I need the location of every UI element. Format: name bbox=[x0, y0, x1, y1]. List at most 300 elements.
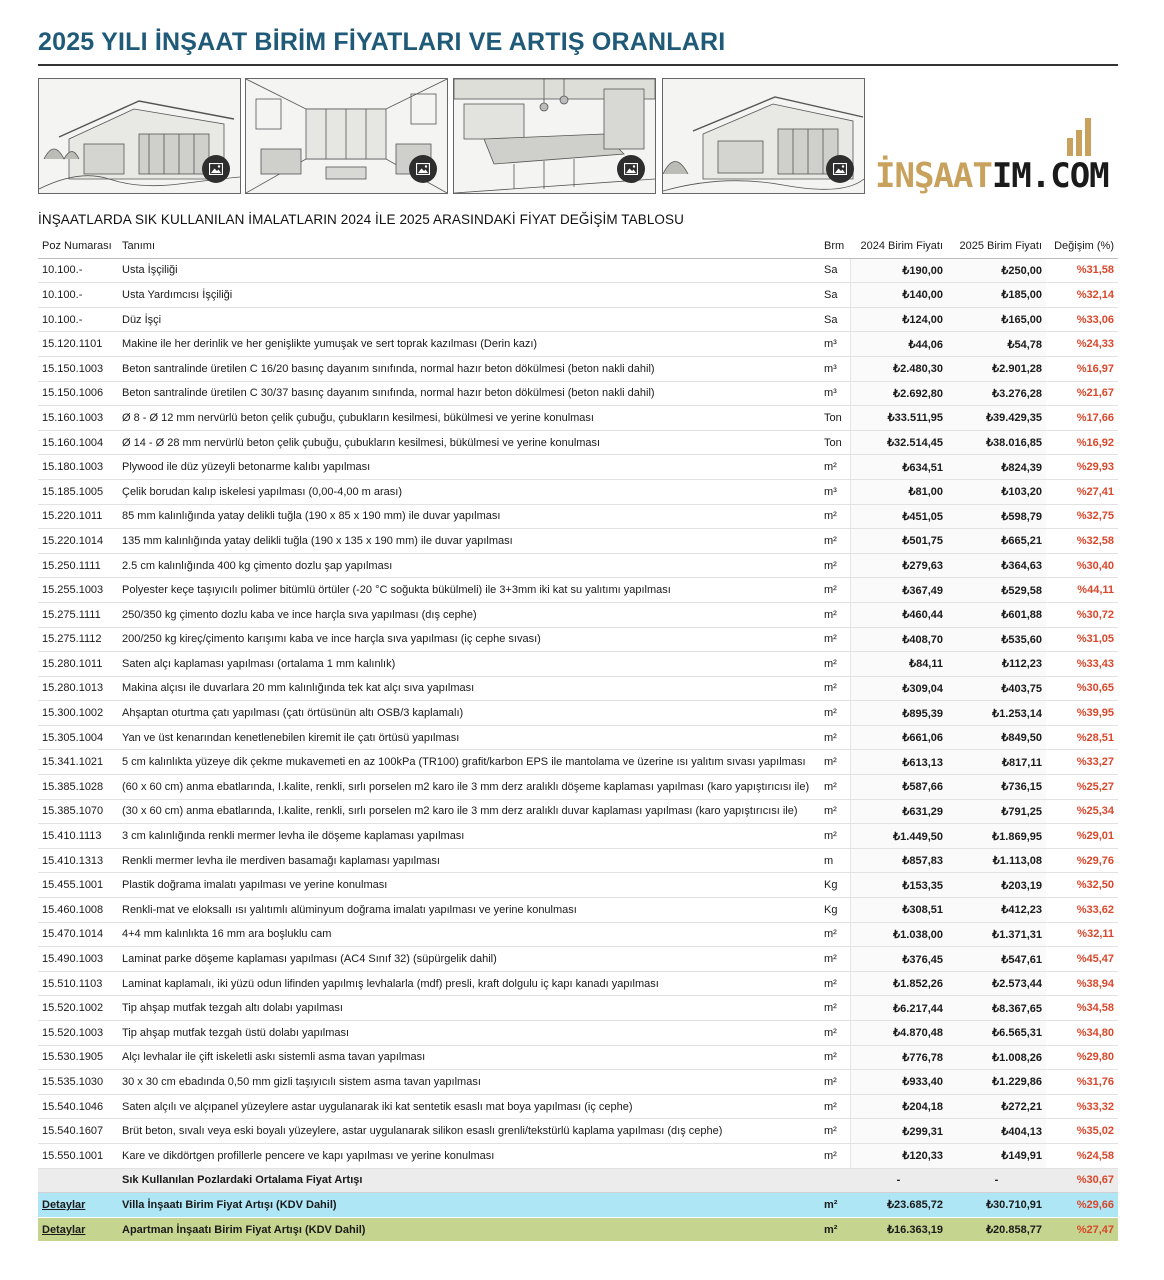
table-row bbox=[38, 627, 1118, 652]
row-poz: 15.280.1013 bbox=[38, 676, 118, 701]
row-brm: m² bbox=[820, 1094, 850, 1119]
header-tanim: Tanımı bbox=[118, 234, 820, 258]
bar-chart-logo-icon bbox=[1067, 118, 1097, 156]
row-change-pct: %16,92 bbox=[1046, 430, 1118, 455]
row-tanim: Usta İşçiliği bbox=[118, 258, 820, 283]
table-row bbox=[38, 381, 1118, 406]
row-price-2025: ₺824,39 bbox=[947, 455, 1046, 480]
row-tanim: 3 cm kalınlığında renkli mermer levha ile döşeme kaplaması yapılması bbox=[118, 824, 820, 849]
row-tanim: Düz İşçi bbox=[118, 307, 820, 332]
row-brm: m³ bbox=[820, 356, 850, 381]
row-price-2025: ₺1.008,26 bbox=[947, 1045, 1046, 1070]
row-price-2025: ₺364,63 bbox=[947, 553, 1046, 578]
row-change-pct: %27,41 bbox=[1046, 479, 1118, 504]
row-tanim: Makina alçısı ile duvarlara 20 mm kalınlığında tek kat alçı sıva yapılması bbox=[118, 676, 820, 701]
row-change-pct: %29,01 bbox=[1046, 824, 1118, 849]
row-tanim: Plastik doğrama imalatı yapılması ve yerine konulması bbox=[118, 873, 820, 898]
row-change-pct: %35,02 bbox=[1046, 1119, 1118, 1144]
row-price-2025: ₺601,88 bbox=[947, 602, 1046, 627]
row-change-pct: %33,06 bbox=[1046, 307, 1118, 332]
row-price-2024: ₺857,83 bbox=[850, 848, 947, 873]
row-change-pct: %32,11 bbox=[1046, 922, 1118, 947]
row-brm: Kg bbox=[820, 873, 850, 898]
row-poz: 15.385.1070 bbox=[38, 799, 118, 824]
row-brm: m³ bbox=[820, 332, 850, 357]
row-price-2025: ₺149,91 bbox=[947, 1143, 1046, 1168]
row-price-2024: ₺408,70 bbox=[850, 627, 947, 652]
row-price-2024: ₺279,63 bbox=[850, 553, 947, 578]
table-row bbox=[38, 1021, 1118, 1046]
villa-exterior-sketch[interactable] bbox=[662, 78, 865, 194]
row-tanim: Laminat kaplamalı, iki yüzü odun lifinden yapılmış levhalarla (mdf) presli, kraft dolgulu iç kapı kanadı yapılması bbox=[118, 971, 820, 996]
villa-details-cell bbox=[38, 1193, 118, 1218]
row-tanim: Ø 8 - Ø 12 mm nervürlü beton çelik çubuğu, çubukların kesilmesi, bükülmesi ve yerine konulması bbox=[118, 406, 820, 431]
row-poz: 15.410.1313 bbox=[38, 848, 118, 873]
row-change-pct: %33,43 bbox=[1046, 652, 1118, 677]
row-poz: 15.150.1003 bbox=[38, 356, 118, 381]
row-price-2024: ₺33.511,95 bbox=[850, 406, 947, 431]
row-price-2025: ₺203,19 bbox=[947, 873, 1046, 898]
table-row bbox=[38, 947, 1118, 972]
table-row bbox=[38, 283, 1118, 308]
villa-label: Villa İnşaatı Birim Fiyat Artışı (KDV Dahil) bbox=[118, 1193, 820, 1218]
row-price-2025: ₺412,23 bbox=[947, 898, 1046, 923]
table-row bbox=[38, 479, 1118, 504]
row-poz: 15.341.1021 bbox=[38, 750, 118, 775]
row-change-pct: %24,33 bbox=[1046, 332, 1118, 357]
site-logo[interactable] bbox=[875, 118, 1120, 196]
header-2025: 2025 Birim Fiyatı bbox=[947, 234, 1046, 258]
row-price-2024: ₺2.692,80 bbox=[850, 381, 947, 406]
row-price-2024: ₺634,51 bbox=[850, 455, 947, 480]
villa-row bbox=[38, 1193, 1118, 1218]
row-price-2025: ₺2.573,44 bbox=[947, 971, 1046, 996]
row-tanim: Usta Yardımcısı İşçiliği bbox=[118, 283, 820, 308]
row-change-pct: %28,51 bbox=[1046, 725, 1118, 750]
table-row bbox=[38, 602, 1118, 627]
kitchen-sketch[interactable] bbox=[453, 78, 656, 194]
row-poz: 15.180.1003 bbox=[38, 455, 118, 480]
row-tanim: Ø 14 - Ø 28 mm nervürlü beton çelik çubuğu, çubukların kesilmesi, bükülmesi ve yerine konulması bbox=[118, 430, 820, 455]
row-change-pct: %32,14 bbox=[1046, 283, 1118, 308]
row-brm: m² bbox=[820, 1070, 850, 1095]
header-poz: Poz Numarası bbox=[38, 234, 118, 258]
row-price-2024: ₺376,45 bbox=[850, 947, 947, 972]
row-tanim: Saten alçılı ve alçıpanel yüzeylere astar uygulanarak iki kat sentetik esaslı mat boya yapılması (iç cephe) bbox=[118, 1094, 820, 1119]
logo-text bbox=[875, 156, 1109, 196]
row-price-2024: ₺451,05 bbox=[850, 504, 947, 529]
row-brm: m² bbox=[820, 1143, 850, 1168]
average-row bbox=[38, 1168, 1118, 1193]
row-brm: m² bbox=[820, 775, 850, 800]
row-price-2024: ₺204,18 bbox=[850, 1094, 947, 1119]
row-price-2024: ₺299,31 bbox=[850, 1119, 947, 1144]
row-price-2025: ₺185,00 bbox=[947, 283, 1046, 308]
row-tanim: (30 x 60 cm) anma ebatlarında, I.kalite, renkli, sırlı porselen m2 karo ile 3 mm derz aralıklı duvar kaplaması yapılması (karo yapıştırıcısı ile) bbox=[118, 799, 820, 824]
row-price-2025: ₺1.371,31 bbox=[947, 922, 1046, 947]
row-tanim: Renkli mermer levha ile merdiven basamağı kaplaması yapılması bbox=[118, 848, 820, 873]
row-price-2025: ₺1.229,86 bbox=[947, 1070, 1046, 1095]
row-poz: 10.100.- bbox=[38, 258, 118, 283]
row-poz: 15.305.1004 bbox=[38, 725, 118, 750]
row-tanim: 250/350 kg çimento dozlu kaba ve ince harçla sıva yapılması (dış cephe) bbox=[118, 602, 820, 627]
row-change-pct: %29,93 bbox=[1046, 455, 1118, 480]
row-price-2025: ₺535,60 bbox=[947, 627, 1046, 652]
image-icon bbox=[202, 155, 230, 183]
villa-2024: ₺23.685,72 bbox=[850, 1193, 947, 1218]
villa-2025: ₺30.710,91 bbox=[947, 1193, 1046, 1218]
row-price-2024: ₺895,39 bbox=[850, 701, 947, 726]
row-tanim: Tip ahşap mutfak tezgah üstü dolabı yapılması bbox=[118, 1021, 820, 1046]
table-row bbox=[38, 356, 1118, 381]
row-brm: Kg bbox=[820, 898, 850, 923]
apartment-brm: m² bbox=[820, 1217, 850, 1241]
row-brm: m² bbox=[820, 971, 850, 996]
row-brm: m² bbox=[820, 1119, 850, 1144]
row-brm: Sa bbox=[820, 283, 850, 308]
row-change-pct: %16,97 bbox=[1046, 356, 1118, 381]
row-brm: Sa bbox=[820, 258, 850, 283]
row-price-2025: ₺103,20 bbox=[947, 479, 1046, 504]
average-label: Sık Kullanılan Pozlardaki Ortalama Fiyat Artışı bbox=[118, 1168, 820, 1193]
row-brm: m² bbox=[820, 701, 850, 726]
row-poz: 15.540.1046 bbox=[38, 1094, 118, 1119]
row-price-2025: ₺272,21 bbox=[947, 1094, 1046, 1119]
row-change-pct: %32,75 bbox=[1046, 504, 1118, 529]
row-poz: 15.160.1004 bbox=[38, 430, 118, 455]
table-row bbox=[38, 529, 1118, 554]
row-price-2025: ₺791,25 bbox=[947, 799, 1046, 824]
row-change-pct: %34,80 bbox=[1046, 1021, 1118, 1046]
row-tanim: Yan ve üst kenarından kenetlenebilen kiremit ile çatı örtüsü yapılması bbox=[118, 725, 820, 750]
row-brm: m² bbox=[820, 799, 850, 824]
image-icon bbox=[409, 155, 437, 183]
row-price-2025: ₺736,15 bbox=[947, 775, 1046, 800]
row-poz: 15.470.1014 bbox=[38, 922, 118, 947]
row-poz: 15.280.1011 bbox=[38, 652, 118, 677]
row-price-2024: ₺776,78 bbox=[850, 1045, 947, 1070]
table-row bbox=[38, 553, 1118, 578]
row-poz: 15.160.1003 bbox=[38, 406, 118, 431]
row-price-2024: ₺124,00 bbox=[850, 307, 947, 332]
table-row bbox=[38, 504, 1118, 529]
row-poz: 15.530.1905 bbox=[38, 1045, 118, 1070]
house-exterior-sketch[interactable] bbox=[38, 78, 241, 194]
row-price-2024: ₺2.480,30 bbox=[850, 356, 947, 381]
apartment-details-link[interactable]: Detaylar bbox=[42, 1223, 86, 1236]
row-poz: 15.275.1112 bbox=[38, 627, 118, 652]
row-price-2025: ₺38.016,85 bbox=[947, 430, 1046, 455]
row-brm: m³ bbox=[820, 381, 850, 406]
row-tanim: Beton santralinde üretilen C 30/37 basınç dayanım sınıfında, normal hazır beton dökülmesi (beton nakli dahil) bbox=[118, 381, 820, 406]
row-brm: m² bbox=[820, 455, 850, 480]
row-price-2024: ₺661,06 bbox=[850, 725, 947, 750]
row-brm: m² bbox=[820, 996, 850, 1021]
row-brm: m² bbox=[820, 602, 850, 627]
row-price-2024: ₺140,00 bbox=[850, 283, 947, 308]
row-change-pct: %31,76 bbox=[1046, 1070, 1118, 1095]
row-poz: 15.550.1001 bbox=[38, 1143, 118, 1168]
row-change-pct: %32,58 bbox=[1046, 529, 1118, 554]
image-icon bbox=[617, 155, 645, 183]
row-price-2025: ₺112,23 bbox=[947, 652, 1046, 677]
price-table bbox=[38, 234, 1118, 1241]
row-price-2025: ₺817,11 bbox=[947, 750, 1046, 775]
row-poz: 15.250.1111 bbox=[38, 553, 118, 578]
row-price-2025: ₺547,61 bbox=[947, 947, 1046, 972]
row-tanim: Beton santralinde üretilen C 16/20 basınç dayanım sınıfında, normal hazır beton dökülmesi (beton nakli dahil) bbox=[118, 356, 820, 381]
row-price-2024: ₺6.217,44 bbox=[850, 996, 947, 1021]
row-price-2025: ₺403,75 bbox=[947, 676, 1046, 701]
table-row bbox=[38, 701, 1118, 726]
logo-text-gold: İNŞAAT bbox=[875, 156, 992, 196]
row-price-2025: ₺54,78 bbox=[947, 332, 1046, 357]
row-tanim: 135 mm kalınlığında yatay delikli tuğla (190 x 135 x 190 mm) ile duvar yapılması bbox=[118, 529, 820, 554]
row-change-pct: %33,32 bbox=[1046, 1094, 1118, 1119]
row-price-2025: ₺404,13 bbox=[947, 1119, 1046, 1144]
row-poz: 15.520.1003 bbox=[38, 1021, 118, 1046]
villa-details-link[interactable]: Detaylar bbox=[42, 1198, 86, 1211]
table-row bbox=[38, 455, 1118, 480]
row-poz: 15.510.1103 bbox=[38, 971, 118, 996]
row-poz: 15.535.1030 bbox=[38, 1070, 118, 1095]
row-change-pct: %31,58 bbox=[1046, 258, 1118, 283]
row-price-2025: ₺1.113,08 bbox=[947, 848, 1046, 873]
row-change-pct: %38,94 bbox=[1046, 971, 1118, 996]
table-subtitle: İNŞAATLARDA SIK KULLANILAN İMALATLARIN 2024 İLE 2025 ARASINDAKİ FİYAT DEĞİŞİM TABLOSU bbox=[38, 212, 684, 227]
row-price-2025: ₺165,00 bbox=[947, 307, 1046, 332]
row-price-2024: ₺587,66 bbox=[850, 775, 947, 800]
row-tanim: Laminat parke döşeme kaplaması yapılması (AC4 Sınıf 32) (süpürgelik dahil) bbox=[118, 947, 820, 972]
table-row bbox=[38, 1070, 1118, 1095]
row-price-2024: ₺367,49 bbox=[850, 578, 947, 603]
villa-brm: m² bbox=[820, 1193, 850, 1218]
row-price-2025: ₺598,79 bbox=[947, 504, 1046, 529]
table-row bbox=[38, 799, 1118, 824]
row-brm: Ton bbox=[820, 406, 850, 431]
row-price-2024: ₺933,40 bbox=[850, 1070, 947, 1095]
row-brm: m² bbox=[820, 725, 850, 750]
table-row bbox=[38, 1119, 1118, 1144]
row-brm: m² bbox=[820, 553, 850, 578]
row-tanim: 85 mm kalınlığında yatay delikli tuğla (190 x 85 x 190 mm) ile duvar yapılması bbox=[118, 504, 820, 529]
row-change-pct: %33,27 bbox=[1046, 750, 1118, 775]
row-brm: m bbox=[820, 848, 850, 873]
table-row bbox=[38, 971, 1118, 996]
table-row bbox=[38, 922, 1118, 947]
row-price-2025: ₺1.253,14 bbox=[947, 701, 1046, 726]
row-price-2024: ₺190,00 bbox=[850, 258, 947, 283]
row-price-2025: ₺665,21 bbox=[947, 529, 1046, 554]
row-price-2024: ₺308,51 bbox=[850, 898, 947, 923]
row-tanim: 4+4 mm kalınlıkta 16 mm ara boşluklu cam bbox=[118, 922, 820, 947]
title-divider bbox=[38, 64, 1118, 66]
row-poz: 15.300.1002 bbox=[38, 701, 118, 726]
row-price-2024: ₺120,33 bbox=[850, 1143, 947, 1168]
row-price-2025: ₺529,58 bbox=[947, 578, 1046, 603]
row-change-pct: %32,50 bbox=[1046, 873, 1118, 898]
row-tanim: Kare ve dikdörtgen profillerle pencere ve kapı yapılması ve yerine konulması bbox=[118, 1143, 820, 1168]
row-brm: m² bbox=[820, 504, 850, 529]
image-icon bbox=[826, 155, 854, 183]
row-change-pct: %24,58 bbox=[1046, 1143, 1118, 1168]
row-poz: 15.455.1001 bbox=[38, 873, 118, 898]
row-price-2025: ₺8.367,65 bbox=[947, 996, 1046, 1021]
row-change-pct: %39,95 bbox=[1046, 701, 1118, 726]
row-poz: 15.150.1006 bbox=[38, 381, 118, 406]
row-change-pct: %33,62 bbox=[1046, 898, 1118, 923]
row-poz: 15.185.1005 bbox=[38, 479, 118, 504]
header-2024: 2024 Birim Fiyatı bbox=[850, 234, 947, 258]
row-brm: m² bbox=[820, 1021, 850, 1046]
row-change-pct: %30,72 bbox=[1046, 602, 1118, 627]
row-brm: m³ bbox=[820, 479, 850, 504]
row-change-pct: %21,67 bbox=[1046, 381, 1118, 406]
row-tanim: 200/250 kg kireç/çimento karışımı kaba ve ince harçla sıva yapılması (iç cephe sıvası) bbox=[118, 627, 820, 652]
row-poz: 15.220.1011 bbox=[38, 504, 118, 529]
row-change-pct: %29,76 bbox=[1046, 848, 1118, 873]
row-price-2024: ₺84,11 bbox=[850, 652, 947, 677]
row-poz: 15.410.1113 bbox=[38, 824, 118, 849]
row-brm: m² bbox=[820, 578, 850, 603]
row-price-2025: ₺1.869,95 bbox=[947, 824, 1046, 849]
average-2024: - bbox=[850, 1168, 947, 1193]
apartment-label: Apartman İnşaatı Birim Fiyat Artışı (KDV Dahil) bbox=[118, 1217, 820, 1241]
row-tanim: Saten alçı kaplaması yapılması (ortalama 1 mm kalınlık) bbox=[118, 652, 820, 677]
row-poz: 15.385.1028 bbox=[38, 775, 118, 800]
row-change-pct: %17,66 bbox=[1046, 406, 1118, 431]
table-row bbox=[38, 725, 1118, 750]
row-price-2025: ₺2.901,28 bbox=[947, 356, 1046, 381]
row-brm: m² bbox=[820, 1045, 850, 1070]
living-room-sketch[interactable] bbox=[245, 78, 448, 194]
row-price-2024: ₺1.449,50 bbox=[850, 824, 947, 849]
row-price-2024: ₺4.870,48 bbox=[850, 1021, 947, 1046]
average-2025: - bbox=[947, 1168, 1046, 1193]
row-poz: 15.490.1003 bbox=[38, 947, 118, 972]
table-header-row bbox=[38, 234, 1118, 258]
table-row bbox=[38, 898, 1118, 923]
row-change-pct: %45,47 bbox=[1046, 947, 1118, 972]
row-brm: m² bbox=[820, 676, 850, 701]
apartment-2025: ₺20.858,77 bbox=[947, 1217, 1046, 1241]
table-row bbox=[38, 775, 1118, 800]
average-empty bbox=[38, 1168, 118, 1193]
row-poz: 15.220.1014 bbox=[38, 529, 118, 554]
row-price-2024: ₺460,44 bbox=[850, 602, 947, 627]
row-tanim: Brüt beton, sıvalı veya eski boyalı yüzeylere, astar uygulanarak silikon esaslı grenli/tekstürlü kaplama yapılması (dış cephe) bbox=[118, 1119, 820, 1144]
row-brm: Ton bbox=[820, 430, 850, 455]
row-poz: 15.275.1111 bbox=[38, 602, 118, 627]
row-tanim: Ahşaptan oturtma çatı yapılması (çatı örtüsünün altı OSB/3 kaplamalı) bbox=[118, 701, 820, 726]
table-row bbox=[38, 1094, 1118, 1119]
table-row bbox=[38, 430, 1118, 455]
header-degisim: Değişim (%) bbox=[1046, 234, 1118, 258]
row-poz: 10.100.- bbox=[38, 283, 118, 308]
row-price-2024: ₺81,00 bbox=[850, 479, 947, 504]
villa-pct: %29,66 bbox=[1046, 1193, 1118, 1218]
table-row bbox=[38, 578, 1118, 603]
row-price-2024: ₺1.038,00 bbox=[850, 922, 947, 947]
row-price-2024: ₺631,29 bbox=[850, 799, 947, 824]
row-price-2024: ₺1.852,26 bbox=[850, 971, 947, 996]
row-tanim: Polyester keçe taşıyıcılı polimer bitümlü örtüler (-20 °C soğukta bükülmeli) ile 3+3mm iki kat su yalıtımı yapılması bbox=[118, 578, 820, 603]
row-tanim: (60 x 60 cm) anma ebatlarında, I.kalite, renkli, sırlı porselen m2 karo ile 3 mm derz aralıklı döşeme kaplaması yapılması (karo yapıştırıcısı ile) bbox=[118, 775, 820, 800]
table-row bbox=[38, 750, 1118, 775]
row-price-2024: ₺153,35 bbox=[850, 873, 947, 898]
table-row bbox=[38, 258, 1118, 283]
row-price-2025: ₺250,00 bbox=[947, 258, 1046, 283]
row-brm: m² bbox=[820, 529, 850, 554]
row-price-2025: ₺6.565,31 bbox=[947, 1021, 1046, 1046]
row-price-2025: ₺3.276,28 bbox=[947, 381, 1046, 406]
average-brm bbox=[820, 1168, 850, 1193]
row-tanim: 30 x 30 cm ebadında 0,50 mm gizli taşıyıcılı sistem asma tavan yapılması bbox=[118, 1070, 820, 1095]
row-change-pct: %34,58 bbox=[1046, 996, 1118, 1021]
row-poz: 15.460.1008 bbox=[38, 898, 118, 923]
row-change-pct: %30,65 bbox=[1046, 676, 1118, 701]
logo-text-dark: IM.COM bbox=[991, 156, 1109, 196]
table-row bbox=[38, 824, 1118, 849]
table-row bbox=[38, 1045, 1118, 1070]
row-poz: 15.520.1002 bbox=[38, 996, 118, 1021]
row-change-pct: %25,27 bbox=[1046, 775, 1118, 800]
table-row bbox=[38, 332, 1118, 357]
row-brm: m² bbox=[820, 947, 850, 972]
table-row bbox=[38, 676, 1118, 701]
row-poz: 15.540.1607 bbox=[38, 1119, 118, 1144]
row-brm: m² bbox=[820, 922, 850, 947]
row-price-2025: ₺849,50 bbox=[947, 725, 1046, 750]
row-brm: m² bbox=[820, 750, 850, 775]
row-brm: m² bbox=[820, 652, 850, 677]
table-row bbox=[38, 848, 1118, 873]
row-brm: Sa bbox=[820, 307, 850, 332]
row-tanim: Makine ile her derinlik ve her genişlikte yumuşak ve sert toprak kazılması (Derin kazı) bbox=[118, 332, 820, 357]
row-price-2025: ₺39.429,35 bbox=[947, 406, 1046, 431]
row-price-2024: ₺309,04 bbox=[850, 676, 947, 701]
row-tanim: Çelik borudan kalıp iskelesi yapılması (0,00-4,00 m arası) bbox=[118, 479, 820, 504]
table-row bbox=[38, 307, 1118, 332]
row-tanim: Alçı levhalar ile çift iskeletli askı sistemli asma tavan yapılması bbox=[118, 1045, 820, 1070]
header-brm: Brm bbox=[820, 234, 850, 258]
table-row bbox=[38, 406, 1118, 431]
row-poz: 15.120.1101 bbox=[38, 332, 118, 357]
row-change-pct: %31,05 bbox=[1046, 627, 1118, 652]
row-poz: 15.255.1003 bbox=[38, 578, 118, 603]
row-tanim: 2.5 cm kalınlığında 400 kg çimento dozlu şap yapılması bbox=[118, 553, 820, 578]
apartment-pct: %27,47 bbox=[1046, 1217, 1118, 1241]
table-row bbox=[38, 873, 1118, 898]
row-price-2024: ₺501,75 bbox=[850, 529, 947, 554]
row-change-pct: %25,34 bbox=[1046, 799, 1118, 824]
row-change-pct: %44,11 bbox=[1046, 578, 1118, 603]
row-price-2024: ₺32.514,45 bbox=[850, 430, 947, 455]
row-tanim: Tip ahşap mutfak tezgah altı dolabı yapılması bbox=[118, 996, 820, 1021]
table-row bbox=[38, 1143, 1118, 1168]
table-row bbox=[38, 652, 1118, 677]
row-price-2024: ₺44,06 bbox=[850, 332, 947, 357]
average-pct: %30,67 bbox=[1046, 1168, 1118, 1193]
apartment-2024: ₺16.363,19 bbox=[850, 1217, 947, 1241]
row-brm: m² bbox=[820, 627, 850, 652]
row-tanim: Renkli-mat ve eloksallı ısı yalıtımlı alüminyum doğrama imalatı yapılması ve yerine konulması bbox=[118, 898, 820, 923]
table-row bbox=[38, 996, 1118, 1021]
apartment-details-cell bbox=[38, 1217, 118, 1241]
row-brm: m² bbox=[820, 824, 850, 849]
apartment-row bbox=[38, 1217, 1118, 1241]
row-tanim: 5 cm kalınlıkta yüzeye dik çekme mukavemeti en az 100kPa (TR100) grafit/karbon EPS ile mantolama ve üzerine ısı yalıtım sıvası yapılması bbox=[118, 750, 820, 775]
